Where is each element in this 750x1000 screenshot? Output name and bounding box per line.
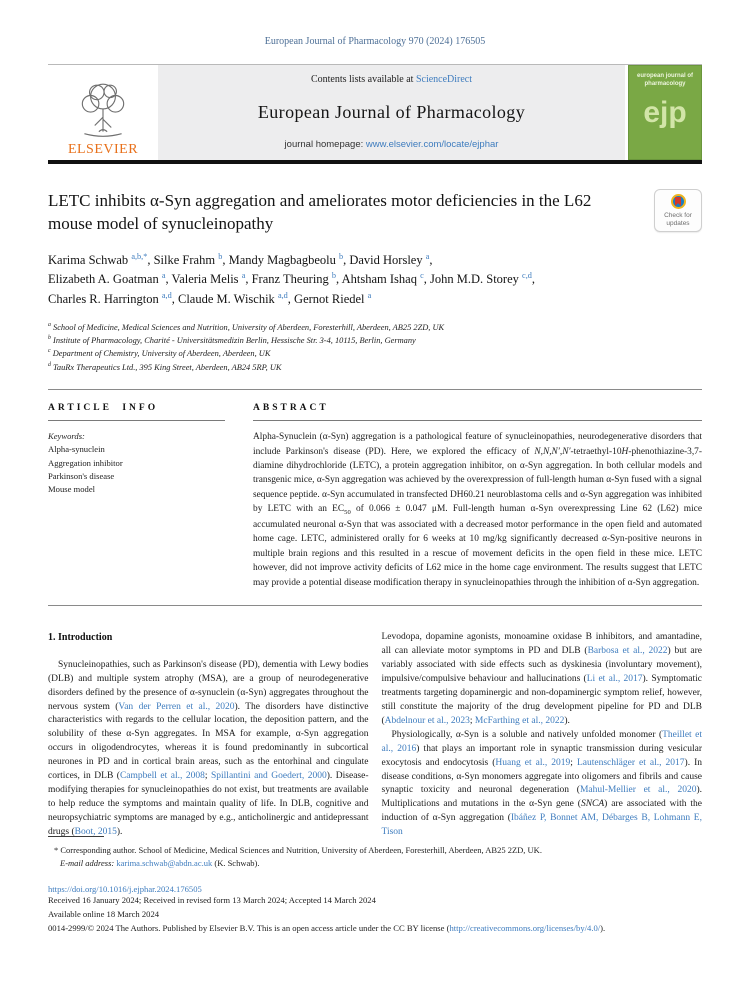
text-segment: Karima Schwab	[48, 253, 132, 268]
text-segment: ). Disease-modifying therapies for synucleinopathies do not exist, but treatments are available to help reduce the symptoms and maintain quality of life. In DLB, cognitive and neuropsychiatric symptoms are managed by e.g., anticholinergic and antidepressant drugs (	[48, 771, 369, 838]
header-divider-rule	[48, 160, 702, 164]
copyright-suffix: ).	[600, 922, 606, 933]
journal-title: European Journal of Pharmacology	[257, 101, 526, 122]
text-segment: SNCA	[580, 799, 605, 810]
keyword: Parkinson's disease	[48, 471, 115, 482]
text-segment: , Ahtsham Ishaq	[336, 272, 421, 287]
homepage-prefix: journal homepage:	[284, 139, 366, 150]
journal-header-banner	[48, 64, 702, 160]
citation-link[interactable]: Spillantini and Goedert, 2000	[211, 771, 327, 782]
copyright-line	[48, 922, 702, 936]
text-segment: , Valeria Melis	[165, 272, 242, 287]
affiliation: $^b$ Institute of Pharmacology, Charité - Universitätsmedizin Berlin, Hessische Str. 3-4, 10115, Berlin, Germany	[48, 334, 416, 345]
citation-link[interactable]: Lautenschläger et al., 2017	[576, 757, 685, 768]
keywords-list	[48, 430, 225, 497]
citation-link[interactable]: Theillet et al., 2016	[381, 729, 702, 754]
citation-link[interactable]: Li et al., 2017	[586, 673, 643, 684]
text-segment: ). The disorders have distinctive characteristics with regards to the cellular location, the deposition pattern, and the solubility of these α-Syn aggregates. In MSA for example, α-Syn aggregation occurs in oligodendrocytes, whereas it is found predominantly in subcortical neurones in PD and in cortical brain areas, such as the entorhinal and cingulate cortices, in DLB (	[48, 701, 369, 782]
page-footer	[48, 836, 702, 936]
citation-link[interactable]: Mahul-Mellier et al., 2020	[579, 785, 697, 796]
cover-title: european journal of pharmacology	[636, 73, 693, 87]
text-segment: Physiologically, α-Syn is a soluble and natively unfolded monomer (	[391, 729, 663, 740]
abstract-heading: ABSTRACT	[253, 403, 702, 421]
author-affiliation-sup-link[interactable]: a	[367, 290, 372, 300]
intro-paragraph	[382, 631, 703, 729]
check-for-updates-badge[interactable]	[654, 189, 702, 232]
text-segment: ). Multiplications and mutations in the α-Syn gene (	[381, 785, 702, 810]
doi-link[interactable]: https://doi.org/10.1016/j.ejphar.2024.176505	[48, 884, 202, 895]
author-affiliation-sup-link[interactable]: b	[338, 251, 344, 261]
text-segment: -tetraethyl-10	[570, 446, 622, 457]
available-online: Available online 18 March 2024	[48, 909, 160, 920]
copyright-text: 0014-2999/© 2024 The Authors. Published by Elsevier B.V. This is an open access article under the CC BY license (	[48, 922, 450, 933]
text-segment: of 0.066 ± 0.047 μM. Full-length human α-Syn overexpressing Line 62 (L62) mice accumulated neuronal α-Syn that was associated with a decreased motor performance in the open field and automated home cage. LETC, administered orally for 6 weeks at 10 mg/kg significantly decreased α-Syn-positive neurons in multiple brain regions and this resulted in a rescue of movement deficits in the open field in these mice. LETC however, did not improve activity deficits of L62 mice in the home cage environment. The results suggest that LETC may provide a potential disease modification therapy in synucleinopathies through the inhibition of α-Syn aggregation.	[253, 504, 702, 588]
journal-cover-thumbnail[interactable]	[628, 65, 702, 160]
text-segment: -phenothiazine-3,7-diamine dihydrochloride (LETC), a protein aggregation inhibitor, on α-Syn aggregation. In both cellular models and transgenic mice, α-Syn aggregation was achieved by the overexpression of full-length human α-Syn fused with a signal sequence peptide. α-Syn accumulated in transfected DH60.21 neuroblastoma cells and α-Syn aggregation was inhibited by LETC with an EC	[253, 446, 702, 515]
cc-license-link[interactable]: http://creativecommons.org/licenses/by/4.0/	[449, 922, 601, 933]
abstract-section	[253, 403, 702, 590]
keywords-label: Keywords:	[48, 431, 85, 442]
introduction-heading: 1. Introduction	[48, 631, 113, 643]
affiliation: $^a$ School of Medicine, Medical Sciences and Nutrition, University of Aberdeen, Foresterhill, Aberdeen, AB25 2ZD, UK	[48, 321, 445, 332]
abstract-text	[253, 430, 702, 590]
article-body	[48, 631, 702, 868]
author-affiliation-sup-link[interactable]: b	[331, 271, 337, 281]
citation-link[interactable]: Van der Perren et al., 2020	[118, 701, 235, 712]
text-segment: 50	[344, 508, 351, 516]
intro-paragraph	[48, 659, 369, 840]
text-segment: ) that plays an important role in synaptic transmission during vesicular exocytosis and endocytosis (	[381, 743, 702, 768]
authors-line	[48, 270, 702, 290]
citation-link[interactable]: Abdelnour et al., 2023	[384, 715, 470, 726]
citation-link[interactable]: Campbell et al., 2008	[119, 771, 205, 782]
article-info-heading: ARTICLE INFO	[48, 403, 225, 421]
text-segment: , Silke Frahm	[147, 253, 219, 268]
info-abstract-block	[48, 389, 702, 606]
text-segment: ). In disease conditions, α-Syn monomers aggregate into oligomers and fibrils and cause synaptic toxicity and neuronal degeneration (	[381, 757, 702, 796]
email-suffix: (K. Schwab).	[212, 858, 260, 869]
keyword: Mouse model	[48, 484, 96, 495]
citation-link[interactable]: Huang et al., 2019	[495, 757, 571, 768]
text-segment: ,	[429, 253, 433, 268]
text-segment: ,	[531, 272, 536, 287]
text-segment: ).	[116, 827, 123, 838]
text-segment: N,N,N′,N′	[534, 446, 571, 457]
text-segment: ;	[204, 771, 211, 782]
citation-link[interactable]: McFarthing et al., 2022	[474, 715, 565, 726]
email-label: E-mail address:	[60, 858, 117, 869]
author-affiliation-sup-link[interactable]: a,d	[277, 290, 288, 300]
text-segment: ;	[469, 715, 475, 726]
citation-link[interactable]: Ibáñez P, Bonnet AM, Débarges B, Lohmann E, Tison	[381, 813, 702, 838]
check-for-updates-label: Check for updates	[664, 212, 692, 228]
author-affiliation-sup-link[interactable]: c	[420, 271, 424, 281]
text-segment: H	[621, 446, 629, 457]
text-segment: Elizabeth A. Goatman	[48, 272, 162, 287]
citation-link[interactable]: Boot, 2015	[74, 827, 117, 838]
text-segment: Charles R. Harrington	[48, 292, 162, 307]
author-affiliation-sup-link[interactable]: c,d	[522, 271, 532, 281]
authors-line	[48, 290, 702, 310]
author-list	[48, 251, 702, 310]
sciencedirect-link[interactable]: ScienceDirect	[415, 74, 473, 85]
author-affiliation-sup-link[interactable]: b	[218, 251, 223, 261]
text-segment: , Claude M. Wischik	[171, 292, 278, 307]
text-segment: ).	[564, 715, 570, 726]
affiliation: $^d$ TauRx Therapeutics Ltd., 395 King Street, Aberdeen, AB24 5RP, UK	[48, 361, 282, 372]
author-affiliation-sup-link[interactable]: a,d	[161, 290, 172, 300]
crossmark-icon	[671, 194, 686, 209]
intro-left-column	[48, 631, 369, 868]
author-affiliation-sup-link[interactable]: a	[161, 271, 166, 281]
intro-right-column	[382, 631, 703, 868]
text-segment: , David Horsley	[343, 253, 426, 268]
footnote-rule	[48, 836, 104, 837]
footnote-email-line	[48, 857, 702, 870]
journal-homepage-line	[285, 139, 499, 150]
banner-center	[158, 65, 625, 160]
footnote-corresponding: * Corresponding author. School of Medicine, Medical Sciences and Nutrition, University of Aberdeen, Foresterhill, Aberdeen, AB25 2ZD, UK.	[54, 845, 542, 855]
text-segment: , Mandy Magbagbeolu	[222, 253, 339, 268]
elsevier-wordmark: ELSEVIER	[67, 142, 139, 157]
elsevier-tree-icon	[72, 80, 134, 142]
text-segment: , Franz Theuring	[245, 272, 332, 287]
text-segment: , John M.D. Storey	[423, 272, 523, 287]
affiliation: $^c$ Department of Chemistry, University of Aberdeen, Aberdeen, UK	[48, 348, 271, 359]
author-affiliation-sup-link[interactable]: a	[425, 251, 430, 261]
article-info-section	[48, 403, 225, 590]
contents-lists-line	[311, 74, 472, 85]
email-link[interactable]: karima.schwab@abdn.ac.uk	[116, 858, 213, 869]
elsevier-logo[interactable]	[48, 65, 158, 160]
received-dates: Received 16 January 2024; Received in revised form 13 March 2024; Accepted 14 March 2024	[48, 895, 376, 906]
keyword: Aggregation inhibitor	[48, 457, 123, 468]
authors-line	[48, 251, 702, 271]
intro-paragraph	[382, 729, 703, 841]
text-segment: Alpha-Synuclein (α-Syn) aggregation is a pathological feature of synucleinopathies, neurodegenerative disorders that include Parkinson's disease (PD). Here, we explored the efficacy of	[253, 432, 702, 457]
text-segment: Synucleinopathies, such as Parkinson's disease (PD), dementia with Lewy bodies (DLB) and multiple system atrophy (MSA), are a group of neurodegenerative disorders defined by the presence of α-synuclein (α-Syn) aggregates throughout the nervous system (	[48, 659, 369, 712]
citation-link[interactable]: Barbosa et al., 2022	[587, 645, 668, 656]
text-segment: ;	[570, 757, 577, 768]
author-affiliation-sup-link[interactable]: a,b,*	[131, 251, 148, 261]
keyword: Alpha-synuclein	[48, 444, 105, 455]
text-segment: ) are associated with the induction of α-Syn aggregation (	[381, 799, 702, 824]
ejp-cover-logo: ejp	[643, 96, 687, 129]
contents-prefix: Contents lists available at	[310, 74, 416, 85]
homepage-link[interactable]: www.elsevier.com/locate/ejphar	[365, 139, 499, 150]
text-segment: ) but are variably associated with side effects such as dyskinesia (involuntary movement), impulsive/compulsive behaviour and hallucinations (	[381, 645, 702, 684]
affiliations-list	[48, 321, 702, 375]
text-segment: ). Symptomatic treatments targeting dopaminergic and non-dopaminergic symptom relief, however, still constitute the majority of the drug development pipeline for PD and DLB (	[381, 673, 702, 726]
running-head-citation[interactable]: European Journal of Pharmacology 970 (2024) 176505	[264, 36, 486, 47]
author-affiliation-sup-link[interactable]: a	[241, 271, 246, 281]
article-title: LETC inhibits α-Syn aggregation and ameliorates motor deficiencies in the L62 mouse model of synucleinopathy	[48, 191, 592, 234]
text-segment: Levodopa, dopamine agonists, monoamine oxidase B inhibitors, and amantadine, all can alleviate motor symptoms in PD and DLB (	[381, 631, 702, 656]
text-segment: , Gernot Riedel	[287, 292, 368, 307]
